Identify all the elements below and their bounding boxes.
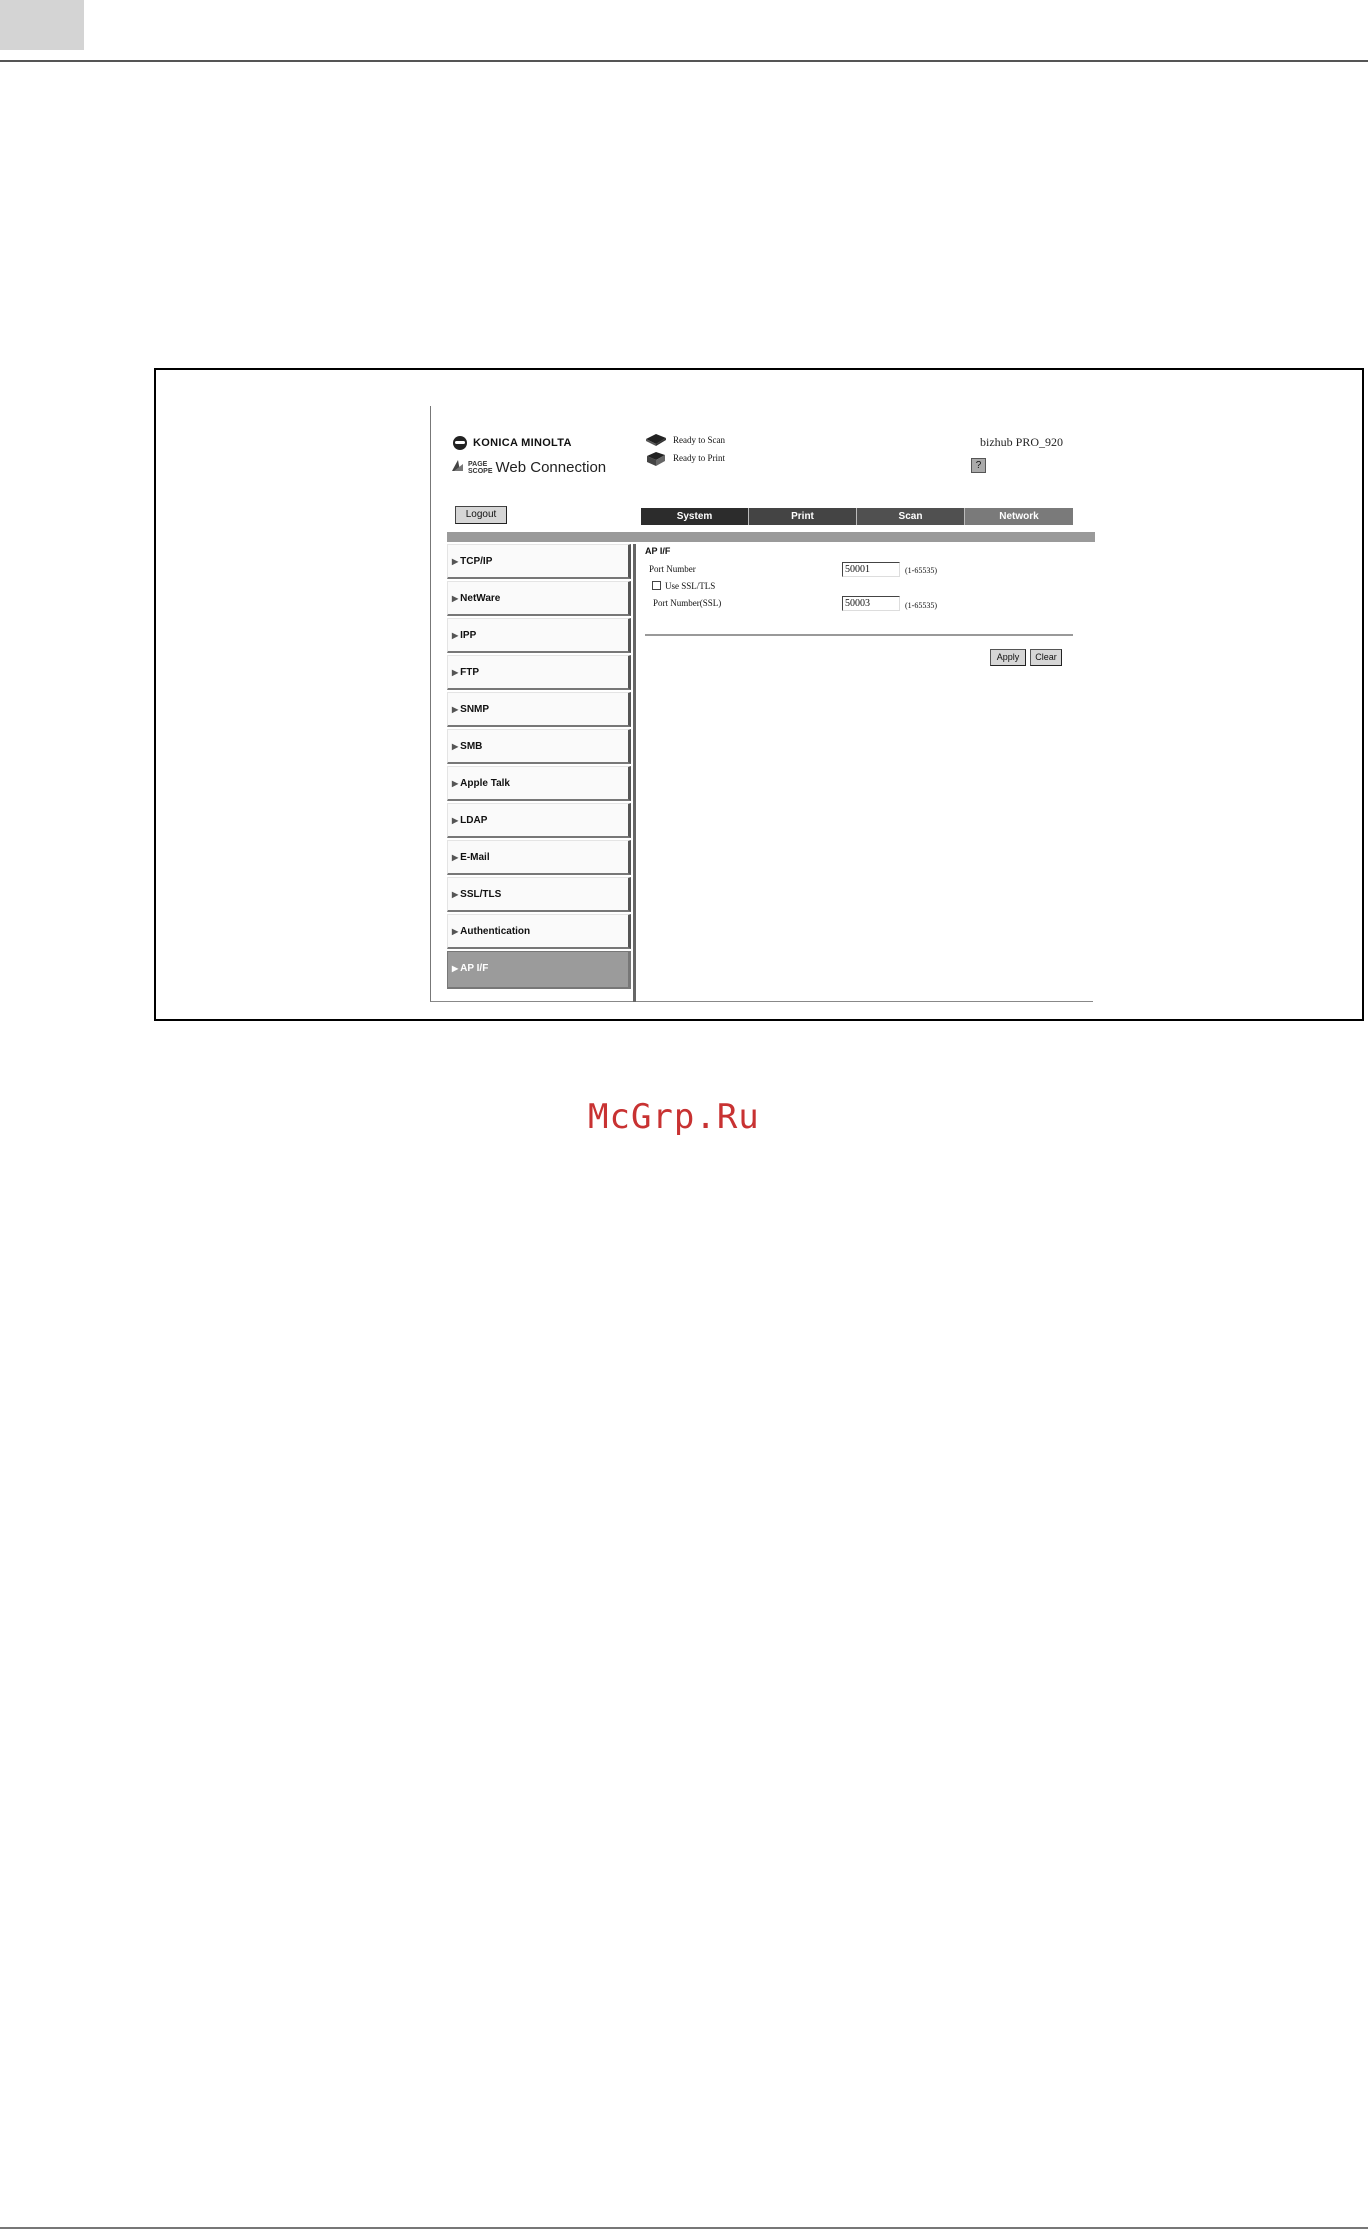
sidebar-item-label: IPP: [460, 630, 477, 641]
arrow-right-icon: ▶: [452, 816, 459, 825]
port-number-range: (1-65535): [905, 566, 937, 575]
sidebar-item-ldap[interactable]: [447, 803, 631, 838]
port-number-input[interactable]: 50001: [842, 562, 900, 577]
network-sidebar: [447, 544, 631, 991]
pagescope-mark-line2: SCOPE: [468, 467, 493, 475]
sidebar-item-label: NetWare: [460, 593, 501, 604]
tab-system[interactable]: System: [641, 508, 749, 525]
arrow-right-icon: ▶: [452, 668, 459, 677]
product-name: Web Connection: [495, 459, 607, 476]
sidebar-item-tcpip[interactable]: [447, 544, 631, 579]
arrow-right-icon: ▶: [452, 594, 459, 603]
printer-icon: [645, 451, 667, 464]
use-ssl-tls-label: Use SSL/TLS: [665, 581, 716, 591]
print-status: [645, 451, 725, 464]
sidebar-item-smb[interactable]: [447, 729, 631, 764]
scan-status: [645, 433, 725, 446]
sidebar-item-label: Authentication: [460, 926, 531, 937]
header-rule: [0, 60, 1368, 62]
arrow-right-icon: ▶: [452, 705, 459, 714]
sidebar-item-ap-if[interactable]: [447, 951, 631, 989]
sidebar-item-label: E-Mail: [460, 852, 490, 863]
arrow-right-icon: ▶: [452, 742, 459, 751]
ssl-port-number-input[interactable]: 50003: [842, 596, 900, 611]
clear-button[interactable]: Clear: [1030, 649, 1062, 666]
use-ssl-tls-checkbox[interactable]: [652, 581, 661, 590]
pagescope-logo-icon: [451, 458, 465, 477]
sidebar-divider: [633, 544, 636, 1002]
sidebar-item-ipp[interactable]: [447, 618, 631, 653]
sidebar-item-snmp[interactable]: [447, 692, 631, 727]
device-model: bizhub PRO_920: [979, 435, 1063, 449]
sidebar-item-label: Apple Talk: [460, 778, 510, 789]
web-connection-screenshot: [430, 406, 1093, 1002]
form-divider: [645, 634, 1073, 636]
apply-button[interactable]: Apply: [990, 649, 1026, 666]
tab-underline-bar: [447, 532, 1095, 542]
sidebar-item-label: AP I/F: [460, 963, 489, 974]
main-tabs: [641, 508, 1073, 525]
print-status-text: Ready to Print: [673, 452, 725, 463]
ssl-port-number-label: Port Number(SSL): [653, 598, 722, 608]
sidebar-item-label: LDAP: [460, 815, 488, 826]
arrow-right-icon: ▶: [452, 631, 459, 640]
arrow-right-icon: ▶: [452, 927, 459, 936]
pagescope-mark-line1: PAGE: [468, 460, 488, 468]
brand-logo: [453, 436, 572, 450]
sidebar-item-label: SSL/TLS: [460, 889, 502, 900]
scanner-icon: [645, 433, 667, 446]
scan-status-text: Ready to Scan: [673, 434, 725, 445]
pagescope-mark: [468, 461, 493, 475]
tab-scan[interactable]: Scan: [857, 508, 965, 525]
footer-rule: [0, 2227, 1368, 2229]
arrow-right-icon: ▶: [452, 853, 459, 862]
arrow-right-icon: ▶: [452, 964, 459, 973]
arrow-right-icon: ▶: [452, 890, 459, 899]
page-corner-tab: [0, 0, 84, 50]
brand-name: KONICA MINOLTA: [473, 437, 572, 449]
sidebar-item-label: FTP: [460, 667, 480, 678]
sidebar-item-ssl-tls[interactable]: [447, 877, 631, 912]
ssl-port-number-range: (1-65535): [905, 601, 937, 610]
help-icon[interactable]: ?: [971, 458, 986, 473]
sidebar-item-label: TCP/IP: [460, 556, 493, 567]
logout-button[interactable]: Logout: [455, 506, 507, 524]
product-logo: [451, 458, 606, 477]
konica-minolta-logo-icon: [453, 436, 467, 450]
tab-network[interactable]: Network: [965, 508, 1073, 525]
watermark: McGrp.Ru: [588, 1097, 760, 1137]
sidebar-item-label: SNMP: [460, 704, 490, 715]
arrow-right-icon: ▶: [452, 779, 459, 788]
sidebar-item-authentication[interactable]: [447, 914, 631, 949]
sidebar-item-netware[interactable]: [447, 581, 631, 616]
tab-print[interactable]: Print: [749, 508, 857, 525]
arrow-right-icon: ▶: [452, 557, 459, 566]
sidebar-item-email[interactable]: [447, 840, 631, 875]
section-title: AP I/F: [645, 546, 671, 556]
sidebar-item-label: SMB: [460, 741, 483, 752]
port-number-label: Port Number: [649, 564, 696, 574]
sidebar-item-ftp[interactable]: [447, 655, 631, 690]
sidebar-item-apple-talk[interactable]: [447, 766, 631, 801]
